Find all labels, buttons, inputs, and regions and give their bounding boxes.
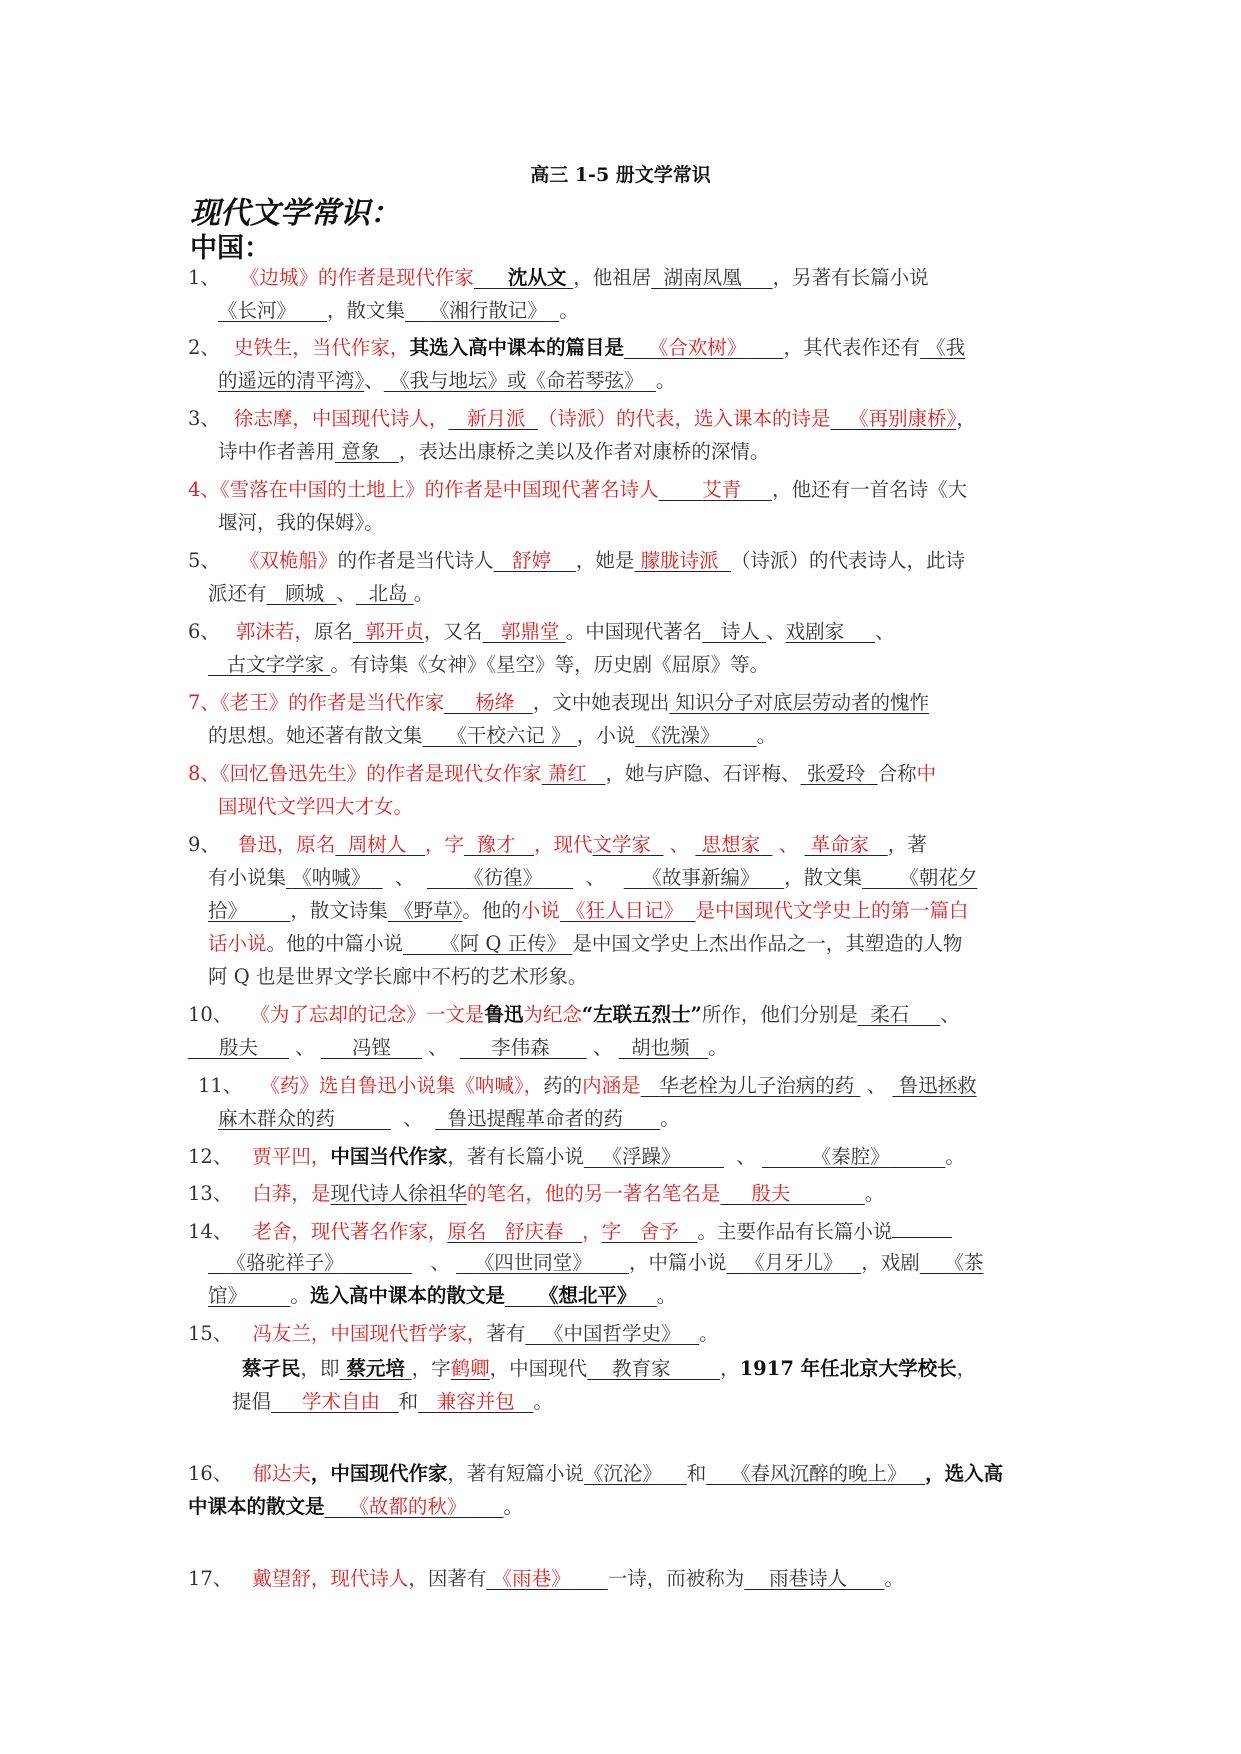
answer-essay: 《想北平》 [538,1284,637,1307]
item-10-line-1: 10、 《为了忘却的记念》一文是鲁迅为纪念“左联五烈士”所作，他们分别是 柔石 、 [188,1003,960,1026]
answer-school: 新月派 [467,407,526,430]
item-9-line-4: 话小说。他的中篇小说 《阿 Q 正传》 是中国文学史上杰出作品之一，其塑造的人物 [208,932,963,955]
item-2-line-1 [188,335,965,361]
answer-role-3: 革命家 [810,833,870,856]
item-text: ，散文集 [327,299,406,322]
item-number: 8、 [188,762,220,785]
item-7-line-2: 的思想。她还著有散文集 《干校六记 》 ，小说 《洗澡》 。 [208,724,777,747]
answer-novella: 《阿 Q 正传》 [440,932,567,955]
item-3-line-1: 3、 徐志摩，中国现代诗人， 新月派 （诗派）的代表，选入课本的诗是 《再别康桥》， [188,407,976,430]
answer-essays: 《湘行散记》 [429,299,547,322]
item-5-line-1: 5、 《双桅船》的作者是当代诗人 舒婷 ，她是 朦胧诗派 （诗派）的代表诗人，此诗 [188,549,966,572]
item-1-line-1 [188,265,929,291]
answer-name: 蔡元培 [346,1357,405,1380]
answer-alias: 郭鼎堂 [501,620,560,643]
item-8-line-1: 8、《回忆鲁迅先生》的作者是现代女作家 萧红 ，她与庐隐、石评梅、 张爱玲 合称中 [188,762,937,785]
item-14-line-1: 14、 老舍，现代著名作家，原名 舒庆春 ，字 舍予 。主要作品有长篇小说 [188,1217,952,1245]
item-text: ，另著有长篇小说 [772,266,929,289]
item-3-line-2: 诗中作者善用 意象 ，表达出康桥之美以及作者对康桥的深情。 [218,440,770,463]
answer-other: 张爱玲 [806,762,866,785]
item-12-line-1: 12、 贾平凹，中国当代作家，著有长篇小说 《浮躁》 、 《秦腔》 。 [188,1145,965,1168]
answer-role-1: 诗人 [720,620,760,643]
answer-work-2: 《我 [926,336,966,359]
item-number: 15、 [188,1322,233,1345]
item-9-line-5: 阿 Q 也是世界文学长廊中不朽的艺术形象。 [208,965,588,988]
answer-poet: 现代诗人徐祖华 [330,1182,467,1205]
answer-story-1: 《沉沦》 [583,1462,662,1485]
item-text: 《边城》的作者是现代作家 [239,266,474,289]
answer-theme: 知识分子对底层劳动者的愧怍 [675,691,930,714]
document-title: 高三 1-5 册文学常识 [530,164,711,186]
answer-author: 杨绛 [475,691,515,714]
item-4-line-1: 4、《雪落在中国的土地上》的作者是中国现代著名诗人 艾青 ，他还有一首名诗《大 [188,478,968,501]
answer-role-3: 古文字学家 [226,653,325,676]
item-text: 《雪落在中国的土地上》的作者是中国现代著名诗人 [219,478,659,501]
answer-collection-1: 《呐喊》 [292,866,371,889]
item-number: 3、 [188,407,220,430]
answer-poet: 艾青 [702,478,742,501]
answer-school: 朦胧诗派 [640,549,719,572]
answer-story-2: 《春风沉醉的晚上》 [731,1462,907,1485]
item-2-line-2: 的遥远的清平湾》、 《我与地坛》或《命若琴弦》 。 [218,369,676,392]
item-14-line-2: 《骆驼祥子》 、 《四世同堂》 ，中篇小说 《月牙儿》 ，戏剧 《茶 [208,1250,984,1276]
answer-role-2: 思想家 [701,833,761,856]
item-1-line-2 [218,298,579,324]
answer-device: 意象 [341,440,381,463]
answer-meaning-3: 鲁迅提醒革命者的药 [447,1107,624,1130]
item-text: 徐志摩，中国现代诗人， [233,407,449,430]
answer-courtesy-name: 鹤卿 [450,1357,490,1380]
answer-prose-poems: 《野草》 [394,899,463,922]
item-text: ，他祖居 [573,266,652,289]
answer-role-1: 文学家 [592,833,652,856]
answer-play: 《茶 [944,1251,984,1274]
answer-meaning-1: 华老栓为儿子治病的药 [659,1074,855,1097]
answer-title: 雨巷诗人 [769,1567,848,1590]
answer-novella: 《月牙儿》 [745,1251,843,1274]
answer-role-2: 戏剧家 [785,620,845,643]
item-number: 7、 [188,691,220,714]
answer-author: 沈从文 [507,266,567,289]
answer-novel-2: 《四世同堂》 [474,1251,592,1274]
answer-play-cont: 馆》 [208,1284,248,1307]
item-8-line-2: 国现代文学四大才女。 [218,795,414,818]
item-number: 12、 [188,1145,233,1168]
item-7-line-1: 7、《老王》的作者是当代作家 杨绛 ，文中她表现出 知识分子对底层劳动者的愧怍 [188,691,930,714]
answer-essays: 《干校六记 》 [447,724,571,747]
answer-principle-1: 学术自由 [302,1390,381,1413]
item-11-line-2: 麻木群众的药 、 鲁迅提醒革命者的药 。 [218,1107,680,1130]
item-5-line-2: 派还有 顾城 、 北岛 。 [208,582,434,605]
answer-martyr-4: 李伟森 [491,1036,550,1059]
item-text: 其选入高中课本的篇目是 [409,336,624,359]
item-6-line-1: 6、 郭沫若，原名 郭开贞，又名 郭鼎堂 。中国现代著名 诗人 、戏剧家 、 [188,620,895,643]
item-16-line-1: 16、 郁达夫，中国现代作家，著有短篇小说《沉沦》 和 《春风沉醉的晚上》 ，选入高 [188,1462,1004,1485]
item-number: 14、 [188,1220,233,1243]
item-number: 4、 [188,478,220,501]
answer-work-3: 《我与地坛》或《命若琴弦》 [389,369,644,392]
answer-courtesy-name: 豫才 [476,833,516,856]
answer-martyr-3: 冯铿 [351,1036,391,1059]
item-9-line-3: 拾》 ，散文诗集 《野草》。他的小说 《狂人日记》 是中国现代文学史上的第一篇白 [208,899,969,922]
answer-essay: 《故都的秋》 [349,1495,467,1518]
item-number: 1、 [188,266,220,289]
answer-original-name: 周树人 [347,833,407,856]
item-10-line-2: 殷夫 、 冯铿 、 李伟森 、 胡也频 。 [188,1035,728,1061]
answer-original-name: 郭开贞 [365,620,424,643]
item-number: 9、 [188,833,220,856]
answer-author: 萧红 [547,762,587,785]
answer-pen-name: 殷夫 [751,1182,791,1205]
answer-essay-collection-cont: 拾》 [208,899,248,922]
answer-poet: 舒婷 [512,549,552,572]
item-number: 6、 [188,620,220,643]
item-number: 5、 [188,549,220,572]
blank-line [892,1217,952,1238]
answer-courtesy-name: 舍予 [639,1220,679,1243]
answer-novel-1: 《浮躁》 [602,1145,681,1168]
answer-original-name: 舒庆春 [504,1220,564,1243]
section-heading-china: 中国： [190,233,271,264]
item-9-line-1: 9、 鲁迅，原名 周树人 ，字 豫才 ，现代文学家 、 思想家 、 革命家 ，著 [188,833,927,856]
answer-poem: 《再别康桥》 [849,407,957,430]
item-14-line-3: 馆》 。选入高中课本的散文是 《想北平》 。 [208,1284,677,1307]
item-text: （诗派）的代表，选入课本的诗是 [537,407,831,430]
answer-principle-2: 兼容并包 [436,1390,515,1413]
answer-novel: 《长河》 [218,299,297,322]
item-11-line-1: 11、 《药》选自鲁迅小说集《呐喊》，药的内涵是 华老栓为儿子治病的药 、 鲁迅拯救 [198,1074,977,1097]
item-number: 13、 [188,1182,233,1205]
item-text: ，其代表作还有 [783,336,920,359]
answer-work-2-cont: 的遥远的清平湾》 [218,369,365,392]
answer-poet-2: 顾城 [285,582,325,605]
item-4-line-2: 堰河，我的保姆》。 [218,511,384,534]
answer-martyr-2: 殷夫 [219,1036,259,1059]
answer-novel-1: 《骆驼祥子》 [226,1251,344,1274]
answer-collection-2: 《彷徨》 [464,866,543,889]
answer-essay-collection: 《朝花夕 [899,866,978,889]
section-heading-modern: 现代文学常识： [190,196,400,231]
answer-poet-3: 北岛 [368,582,408,605]
item-number: 17、 [188,1567,233,1590]
item-number: 16、 [188,1462,233,1485]
item-number: 11、 [198,1074,243,1097]
answer-meaning-2-cont: 麻木群众的药 [218,1107,336,1130]
answer-novel-2: 《秦腔》 [811,1145,890,1168]
item-6-line-2: 古文字学家 。有诗集《女神》《星空》等，历史剧《屈原》等。 [208,652,769,678]
answer-hometown: 湖南凤凰 [663,266,742,289]
answer-meaning-2: 鲁迅拯救 [898,1074,977,1097]
answer-book: 《中国哲学史》 [543,1322,681,1345]
item-15b-line-1: 蔡孑民，即 蔡元培 ，字鹤卿，中国现代 教育家 ，1917 年任北京大学校长， [242,1357,977,1380]
item-number: 2、 [188,336,220,359]
answer-role: 教育家 [611,1357,671,1380]
answer-martyr-1: 柔石 [870,1003,910,1026]
item-16-line-2: 中课本的散文是 《故都的秋》 。 [188,1495,524,1518]
item-9-line-2: 有小说集 《呐喊》 、 《彷徨》 、 《故事新编》 ，散文集 《朝花夕 [208,866,978,889]
answer-martyr-5: 胡也频 [631,1036,690,1059]
item-number: 10、 [188,1003,233,1026]
item-15b-line-2: 提倡 学术自由 和 兼容并包 。 [232,1390,553,1413]
item-15-line-1: 15、 冯友兰，中国现代哲学家，著有 《中国哲学史》 。 [188,1322,719,1345]
item-text: 史铁生，当代作家， [233,336,410,359]
answer-work: 《合欢树》 [648,336,747,359]
answer-poem: 《雨巷》 [492,1567,571,1590]
answer-collection-3: 《故事新编》 [642,866,760,889]
answer-novel: 《洗澡》 [641,724,720,747]
answer-first-story: 《狂人日记》 [566,899,684,922]
item-13-line-1: 13、 白莽，是现代诗人徐祖华的笔名，他的另一著名笔名是 殷夫 。 [188,1182,885,1205]
item-text: 。 [559,299,579,322]
item-17-line-1: 17、 戴望舒，现代诗人，因著有 《雨巷》 一诗，而被称为 雨巷诗人 。 [188,1567,904,1590]
